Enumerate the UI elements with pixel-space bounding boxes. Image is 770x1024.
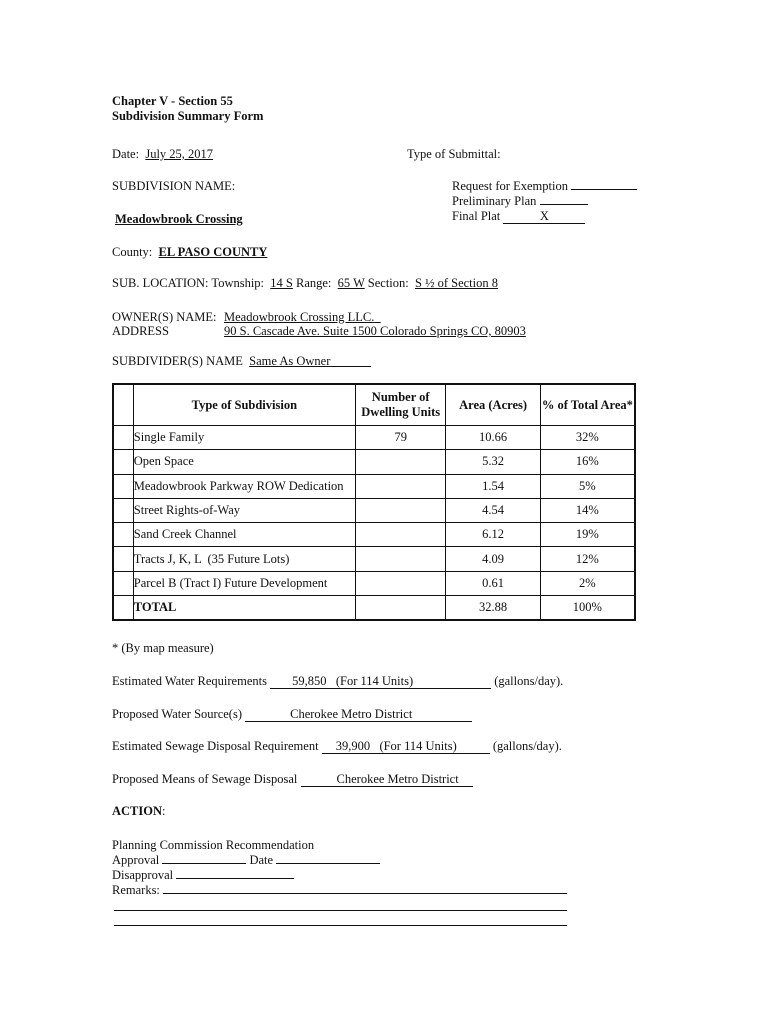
subdivision-name-value[interactable]: Meadowbrook Crossing [115, 212, 243, 226]
cell-pct[interactable]: 14% [540, 498, 635, 522]
cell-area[interactable]: 6.12 [446, 523, 540, 547]
preliminary-field[interactable] [540, 194, 588, 205]
cell-type[interactable]: Sand Creek Channel [133, 523, 355, 547]
chapter-heading: Chapter V - Section 55 [112, 94, 233, 108]
cell-pct[interactable]: 32% [540, 426, 635, 450]
row-blank-cell [113, 571, 133, 595]
remarks-row [112, 883, 567, 898]
county-label: County: [112, 245, 153, 259]
water-source-label: Proposed Water Source(s) [112, 707, 242, 721]
owner-name-label: OWNER(S) NAME: [112, 310, 217, 324]
cell-type[interactable]: Tracts J, K, L (35 Future Lots) [133, 547, 355, 571]
table-row [113, 547, 635, 571]
cell-units[interactable] [355, 450, 445, 474]
sewage-means-value[interactable]: Cherokee Metro District [301, 773, 473, 787]
cell-type[interactable]: Single Family [133, 426, 355, 450]
form-title: Subdivision Summary Form [112, 109, 264, 123]
address-label: ADDRESS [112, 324, 169, 338]
date-label: Date: [112, 147, 140, 161]
subdivision-table [112, 383, 636, 621]
recommendation-label: Planning Commission Recommendation [112, 838, 315, 852]
cell-area[interactable]: 1.54 [446, 474, 540, 498]
row-blank-cell [113, 596, 133, 621]
section-value[interactable]: S ½ of Section 8 [415, 276, 498, 290]
header-area: Area (Acres) [446, 384, 540, 426]
water-row [112, 674, 563, 689]
cell-units[interactable] [355, 547, 445, 571]
final-plat-field[interactable]: X [503, 210, 585, 224]
cell-units[interactable] [355, 474, 445, 498]
location-label: SUB. LOCATION: Township: [112, 276, 265, 290]
table-row [113, 450, 635, 474]
water-source-value[interactable]: Cherokee Metro District [245, 708, 472, 722]
table-row [113, 426, 635, 450]
remarks-line-2[interactable] [114, 910, 567, 911]
disapproval-field[interactable] [176, 868, 294, 879]
water-value[interactable]: 59,850 (For 114 Units) [270, 675, 491, 689]
row-blank-cell [113, 426, 133, 450]
action-title: ACTION [112, 804, 163, 818]
subdivider-label: SUBDIVIDER(S) NAME [112, 354, 243, 368]
cell-area[interactable]: 10.66 [446, 426, 540, 450]
table-total-row [113, 596, 635, 621]
approval-date-label: Date [249, 853, 274, 867]
remarks-field[interactable] [163, 883, 567, 894]
owner-name-text: Meadowbrook Crossing LLC. [224, 310, 375, 324]
cell-pct[interactable]: 16% [540, 450, 635, 474]
preliminary-label: Preliminary Plan [452, 194, 537, 208]
row-blank-cell [113, 547, 133, 571]
cell-pct[interactable]: 19% [540, 523, 635, 547]
table-header-row [113, 384, 635, 426]
final-plat-label: Final Plat [452, 209, 501, 223]
county-row [112, 245, 267, 260]
header-blank-cell [113, 384, 133, 426]
row-blank-cell [113, 523, 133, 547]
date-value[interactable]: July 25, 2017 [145, 147, 214, 161]
remarks-line-3[interactable] [114, 925, 567, 926]
row-blank-cell [113, 450, 133, 474]
subdivider-value[interactable] [249, 354, 371, 368]
header-type: Type of Subdivision [133, 384, 355, 426]
cell-total-area[interactable]: 32.88 [446, 596, 540, 621]
final-plat-row [452, 209, 585, 224]
submittal-label: Type of Submittal: [407, 147, 501, 161]
approval-row [112, 853, 380, 868]
range-value[interactable]: 65 W [337, 276, 365, 290]
exemption-field[interactable] [571, 179, 637, 190]
table-row [113, 571, 635, 595]
cell-area[interactable]: 4.09 [446, 547, 540, 571]
cell-type[interactable]: Open Space [133, 450, 355, 474]
county-value[interactable]: EL PASO COUNTY [158, 245, 268, 259]
owner-name-value[interactable] [224, 310, 381, 325]
preliminary-row [452, 194, 588, 209]
approval-field[interactable] [162, 853, 246, 864]
exemption-label: Request for Exemption [452, 179, 568, 193]
disapproval-label: Disapproval [112, 868, 174, 882]
cell-type[interactable]: Meadowbrook Parkway ROW Dedication [133, 474, 355, 498]
subdivider-row [112, 354, 371, 369]
water-label: Estimated Water Requirements [112, 674, 267, 688]
header-units: Number of Dwelling Units [355, 384, 445, 426]
range-label: Range: [296, 276, 332, 290]
cell-pct[interactable]: 12% [540, 547, 635, 571]
section-label: Section: [367, 276, 409, 290]
date-row [112, 147, 213, 162]
table-row [113, 474, 635, 498]
cell-total-label: TOTAL [133, 596, 355, 621]
cell-units[interactable] [355, 523, 445, 547]
row-blank-cell [113, 474, 133, 498]
sewage-row [112, 739, 562, 754]
cell-pct[interactable]: 2% [540, 571, 635, 595]
cell-units[interactable] [355, 498, 445, 522]
approval-date-field[interactable] [276, 853, 380, 864]
header-pct: % of Total Area* [540, 384, 635, 426]
action-heading [112, 804, 166, 819]
cell-area[interactable]: 5.32 [446, 450, 540, 474]
cell-area[interactable]: 0.61 [446, 571, 540, 595]
location-row [112, 276, 498, 291]
cell-total-pct[interactable]: 100% [540, 596, 635, 621]
sewage-means-row [112, 772, 473, 787]
sewage-unit: (gallons/day). [492, 739, 562, 753]
exemption-row [452, 179, 637, 194]
cell-units[interactable]: 79 [355, 426, 445, 450]
cell-type[interactable]: Street Rights-of-Way [133, 498, 355, 522]
approval-label: Approval [112, 853, 160, 867]
cell-units[interactable] [355, 571, 445, 595]
cell-type[interactable]: Parcel B (Tract I) Future Development [133, 571, 355, 595]
sewage-means-label: Proposed Means of Sewage Disposal [112, 772, 298, 786]
footnote: * (By map measure) [112, 641, 214, 655]
table-row [113, 523, 635, 547]
table-row [113, 498, 635, 522]
row-blank-cell [113, 498, 133, 522]
water-source-row [112, 707, 472, 722]
subdivider-text: Same As Owner [249, 354, 331, 368]
remarks-label: Remarks: [112, 883, 160, 897]
cell-pct[interactable]: 5% [540, 474, 635, 498]
subdivision-name-label: SUBDIVISION NAME: [112, 179, 236, 193]
water-unit: (gallons/day). [494, 674, 564, 688]
action-colon: : [162, 804, 166, 818]
cell-area[interactable]: 4.54 [446, 498, 540, 522]
disapproval-row [112, 868, 294, 883]
township-value[interactable]: 14 S [270, 276, 293, 290]
address-value[interactable]: 90 S. Cascade Ave. Suite 1500 Colorado Springs CO, 80903 [224, 324, 526, 338]
cell-total-units[interactable] [355, 596, 445, 621]
sewage-label: Estimated Sewage Disposal Requirement [112, 739, 319, 753]
sewage-value[interactable]: 39,900 (For 114 Units) [322, 740, 490, 754]
